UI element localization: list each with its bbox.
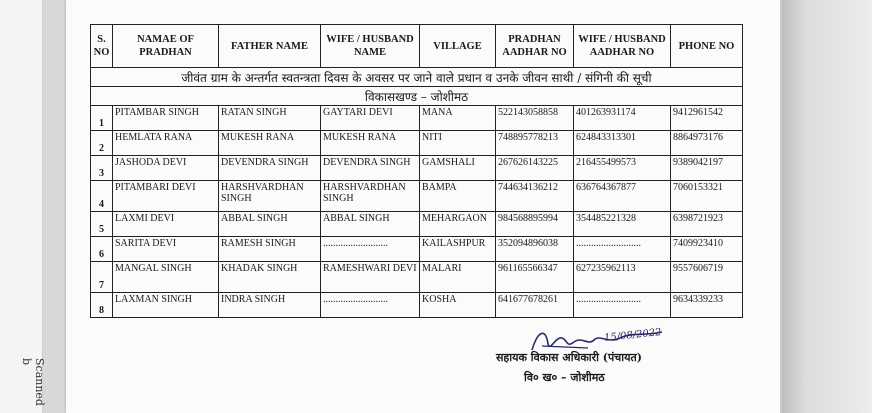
cell-sno: 5 <box>91 212 113 237</box>
table-row <box>91 212 743 237</box>
left-page-strip <box>0 0 43 413</box>
cell-spouse: DEVENDRA SINGH <box>321 156 420 181</box>
pradhan-list-table <box>90 24 743 318</box>
cell-phone: 9557606719 <box>671 262 743 293</box>
cell-father: RATAN SINGH <box>219 106 321 131</box>
column-header: VILLAGE <box>420 25 496 68</box>
cell-name: HEMLATA RANA <box>113 131 219 156</box>
cell-spouse: MUKESH RANA <box>321 131 420 156</box>
cell-village: BAMPA <box>420 181 496 212</box>
cell-sno: 7 <box>91 262 113 293</box>
cell-phone: 7409923410 <box>671 237 743 262</box>
cell-aadhar: 748895778213 <box>496 131 574 156</box>
cell-aadhar: 744634136212 <box>496 181 574 212</box>
cell-spouse: RAMESHWARI DEVI <box>321 262 420 293</box>
table-row <box>91 181 743 212</box>
column-header: PRADHAN AADHAR NO <box>496 25 574 68</box>
cell-phone: 7060153321 <box>671 181 743 212</box>
block-row <box>91 87 743 106</box>
cell-spouse: HARSHVARDHAN SINGH <box>321 181 420 212</box>
cell-sno: 4 <box>91 181 113 212</box>
cell-sno: 6 <box>91 237 113 262</box>
cell-name: MANGAL SINGH <box>113 262 219 293</box>
cell-aadhar: 984568895994 <box>496 212 574 237</box>
cell-spouse: .......................... <box>321 237 420 262</box>
title-row <box>91 68 743 87</box>
cell-aadhar: 522143058858 <box>496 106 574 131</box>
cell-father: MUKESH RANA <box>219 131 321 156</box>
cell-village: NITI <box>420 131 496 156</box>
cell-spouse: ABBAL SINGH <box>321 212 420 237</box>
cell-name: LAXMI DEVI <box>113 212 219 237</box>
table-row <box>91 156 743 181</box>
table-body <box>91 106 743 318</box>
cell-aadhar: 641677678261 <box>496 293 574 318</box>
right-page-shadow <box>782 0 872 413</box>
cell-name: PITAMBARI DEVI <box>113 181 219 212</box>
cell-phone: 6398721923 <box>671 212 743 237</box>
signatory-office: वि० ख० – जोशीमठ <box>524 371 605 384</box>
table-row <box>91 262 743 293</box>
column-header: FATHER NAME <box>219 25 321 68</box>
cell-father: KHADAK SINGH <box>219 262 321 293</box>
cell-spouse-aadhar: 636764367877 <box>574 181 671 212</box>
cell-village: MANA <box>420 106 496 131</box>
table-header <box>91 25 743 68</box>
cell-father: DEVENDRA SINGH <box>219 156 321 181</box>
cell-spouse-aadhar: 354485221328 <box>574 212 671 237</box>
cell-spouse-aadhar: 624843313301 <box>574 131 671 156</box>
cell-village: MALARI <box>420 262 496 293</box>
cell-sno: 1 <box>91 106 113 131</box>
cell-spouse-aadhar: 401263931174 <box>574 106 671 131</box>
column-header: S. NO <box>91 25 113 68</box>
cell-village: KOSHA <box>420 293 496 318</box>
cell-father: ABBAL SINGH <box>219 212 321 237</box>
cell-phone: 9389042197 <box>671 156 743 181</box>
cell-aadhar: 352094896038 <box>496 237 574 262</box>
cell-phone: 9412961542 <box>671 106 743 131</box>
cell-spouse-aadhar: .......................... <box>574 237 671 262</box>
cell-sno: 2 <box>91 131 113 156</box>
cell-spouse-aadhar: 216455499573 <box>574 156 671 181</box>
document-title: जीवंत ग्राम के अन्तर्गत स्वतन्त्रता दिवस के अवसर पर जाने वाले प्रधान व उनके जीवन साथी / संगिनी की सूची <box>91 68 743 87</box>
cell-father: RAMESH SINGH <box>219 237 321 262</box>
cell-aadhar: 267626143225 <box>496 156 574 181</box>
cell-phone: 8864973176 <box>671 131 743 156</box>
signatory-designation: सहायक विकास अधिकारी (पंचायत) <box>496 351 642 364</box>
cell-village: KAILASHPUR <box>420 237 496 262</box>
table-row <box>91 237 743 262</box>
cell-name: PITAMBAR SINGH <box>113 106 219 131</box>
column-header: WIFE / HUSBAND AADHAR NO <box>574 25 671 68</box>
table-row <box>91 131 743 156</box>
cell-sno: 3 <box>91 156 113 181</box>
table-row <box>91 106 743 131</box>
signature-date: 15/08/2022 <box>603 327 663 344</box>
cell-sno: 8 <box>91 293 113 318</box>
cell-village: MEHARGAON <box>420 212 496 237</box>
cell-name: JASHODA DEVI <box>113 156 219 181</box>
cell-spouse-aadhar: .......................... <box>574 293 671 318</box>
cell-spouse: GAYTARI DEVI <box>321 106 420 131</box>
cell-aadhar: 961165566347 <box>496 262 574 293</box>
column-header: NAMAE OF PRADHAN <box>113 25 219 68</box>
cell-name: SARITA DEVI <box>113 237 219 262</box>
column-header: PHONE NO <box>671 25 743 68</box>
document-page <box>66 0 780 413</box>
cell-name: LAXMAN SINGH <box>113 293 219 318</box>
cell-father: INDRA SINGH <box>219 293 321 318</box>
cell-village: GAMSHALI <box>420 156 496 181</box>
cell-father: HARSHVARDHAN SINGH <box>219 181 321 212</box>
cell-phone: 9634339233 <box>671 293 743 318</box>
cell-spouse: .......................... <box>321 293 420 318</box>
table-row <box>91 293 743 318</box>
block-name: विकासखण्ड – जोशीमठ <box>91 87 743 106</box>
cell-spouse-aadhar: 627235962113 <box>574 262 671 293</box>
column-header: WIFE / HUSBAND NAME <box>321 25 420 68</box>
scanned-by-note: Scanned b <box>20 358 46 406</box>
